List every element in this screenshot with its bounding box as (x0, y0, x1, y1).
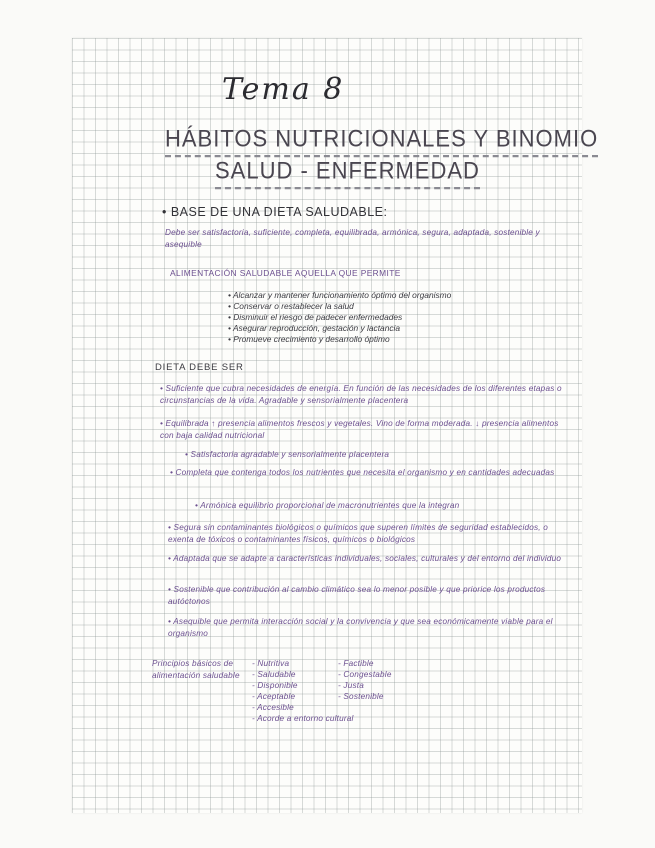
principios-label: Principios básicos de alimentación saludable (152, 659, 240, 680)
base-text: Debe ser satisfactoria, suficiente, completa, equilibrada, armónica, segura, adaptada, sostenible y asequible (165, 228, 540, 249)
list-item: - Congestable (338, 670, 392, 679)
list-item: - Aceptable (252, 692, 296, 701)
dieta-item-adaptada: • Adaptada que se adapte a características individuales, sociales, culturales y del entorno del individuo (168, 554, 562, 563)
dieta-item-completa: • Completa que contenga todos los nutrientes que necesita el organismo y en cantidades adecuadas (170, 468, 555, 477)
list-item: - Acorde a entorno cultural (252, 714, 354, 723)
tema-heading: Tema 8 (222, 72, 345, 107)
dieta-item-suficiente: • Suficiente que cubra necesidades de energía. En función de las necesidades de los diferentes etapas o circunstancias de la vida. Agradable y sensorialmente placentera (160, 384, 562, 405)
base-heading: • BASE DE UNA DIETA SALUDABLE: (162, 205, 388, 219)
list-item: - Nutritiva (252, 659, 290, 668)
dieta-item-armonica: • Armónica equilibrio proporcional de macronutrientes que la integran (195, 501, 460, 510)
dieta-item-asequible: • Asequible que permita interacción social y la convivencia y que sea económicamente viable para el organismo (168, 617, 553, 638)
list-item: - Accesible (252, 703, 294, 712)
list-item: - Disponible (252, 681, 298, 690)
list-item: - Factible (338, 659, 374, 668)
list-item: • Alcanzar y mantener funcionamiento óptimo del organismo (228, 290, 452, 300)
dieta-item-segura: • Segura sin contaminantes biológicos o químicos que superen límites de seguridad establecidos, o exenta de tóxicos o contaminantes físicos, químicos o biológicos (168, 523, 548, 544)
list-item: - Saludable (252, 670, 296, 679)
dieta-item-satisfactoria: • Satisfactoria agradable y sensorialmente placentera (185, 450, 390, 459)
list-item: - Sostenible (338, 692, 384, 701)
list-item: - Justa (338, 681, 364, 690)
list-item: • Disminuir el riesgo de padecer enfermedades (228, 312, 403, 322)
dieta-item-sostenible: • Sostenible que contribución al cambio climático sea lo menor posible y que priorice los productos autóctonos (168, 585, 546, 606)
dieta-heading: DIETA DEBE SER (155, 362, 244, 373)
title-line-2: SALUD - ENFERMEDAD (215, 157, 480, 189)
principios-col2 (338, 658, 392, 702)
dieta-item-equilibrada: • Equilibrada ↑ presencia alimentos frescos y vegetales. Vino de forma moderada. ↓ presencia alimentos con baja calidad nutricional (160, 419, 559, 440)
alimentacion-heading: ALIMENTACIÓN SALUDABLE AQUELLA QUE PERMITE (170, 268, 401, 278)
list-item: • Promueve crecimiento y desarrollo óptimo (228, 334, 390, 344)
list-item: • Asegurar reproducción, gestación y lactancia (228, 323, 401, 333)
title-line-1: HÁBITOS NUTRICIONALES Y BINOMIO (165, 125, 598, 157)
alimentacion-list (228, 290, 451, 345)
list-item: • Conservar o restablecer la salud (228, 301, 354, 311)
